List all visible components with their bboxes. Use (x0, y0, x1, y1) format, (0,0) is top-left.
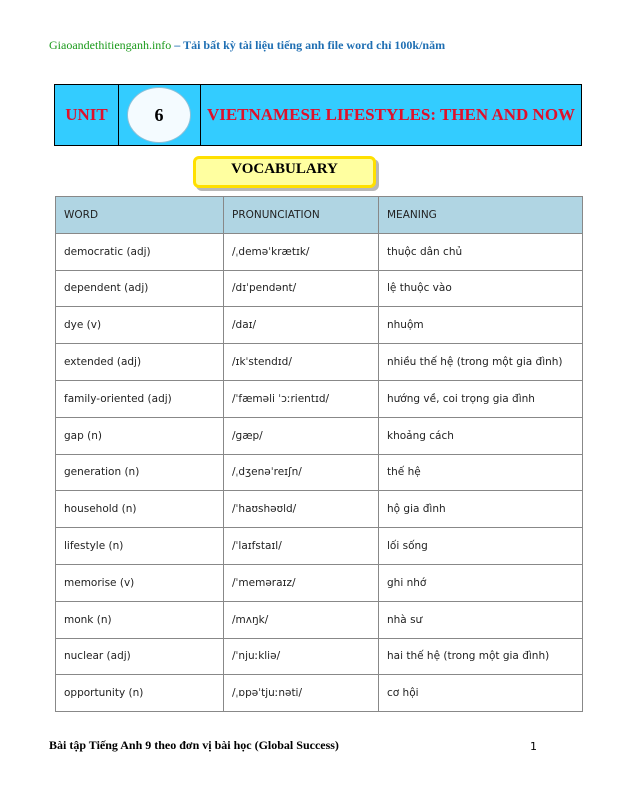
pronunciation-cell: /ˈfæməli ˈɔːrientɪd/ (224, 380, 379, 417)
site-header (49, 38, 445, 53)
pronunciation-cell: /ˈnjuːkliə/ (224, 638, 379, 675)
footer-text: Bài tập Tiếng Anh 9 theo đơn vị bài học (Global Success) (49, 738, 339, 752)
meaning-cell: cơ hội (379, 675, 583, 712)
pronunciation-cell: /dɪˈpendənt/ (224, 270, 379, 307)
table-row (56, 417, 583, 454)
meaning-cell: lệ thuộc vào (379, 270, 583, 307)
column-header-pronunciation: PRONUNCIATION (224, 197, 379, 234)
column-header-word: WORD (56, 197, 224, 234)
table-header-row (56, 197, 583, 234)
page-number: 1 (530, 740, 537, 753)
word-cell: gap (n) (56, 417, 224, 454)
word-cell: dependent (adj) (56, 270, 224, 307)
word-cell: generation (n) (56, 454, 224, 491)
table-row (56, 270, 583, 307)
meaning-cell: hộ gia đình (379, 491, 583, 528)
table-row (56, 380, 583, 417)
word-cell: opportunity (n) (56, 675, 224, 712)
pronunciation-cell: /daɪ/ (224, 307, 379, 344)
word-cell: nuclear (adj) (56, 638, 224, 675)
pronunciation-cell: /ɪkˈstendɪd/ (224, 344, 379, 381)
meaning-cell: nhiều thế hệ (trong một gia đình) (379, 344, 583, 381)
meaning-cell: lối sống (379, 528, 583, 565)
pronunciation-cell: /ˌɒpəˈtjuːnəti/ (224, 675, 379, 712)
pronunciation-cell: /ɡæp/ (224, 417, 379, 454)
meaning-cell: thế hệ (379, 454, 583, 491)
pronunciation-cell: /ˌdʒenəˈreɪʃn/ (224, 454, 379, 491)
header-tagline: – Tải bất kỳ tài liệu tiếng anh file word chỉ 100k/năm (171, 38, 446, 52)
pronunciation-cell: /ˈhaʊshəʊld/ (224, 491, 379, 528)
unit-number: 6 (127, 87, 191, 143)
meaning-cell: ghi nhớ (379, 564, 583, 601)
meaning-cell: hướng về, coi trọng gia đình (379, 380, 583, 417)
table-row (56, 638, 583, 675)
meaning-cell: nhuộm (379, 307, 583, 344)
pronunciation-cell: /ˈmeməraɪz/ (224, 564, 379, 601)
word-cell: household (n) (56, 491, 224, 528)
table-row (56, 491, 583, 528)
unit-title: VIETNAMESE LIFESTYLES: THEN AND NOW (206, 105, 576, 124)
word-cell: family-oriented (adj) (56, 380, 224, 417)
table-row (56, 233, 583, 270)
table-row (56, 601, 583, 638)
table-row (56, 307, 583, 344)
pronunciation-cell: /ˈlaɪfstaɪl/ (224, 528, 379, 565)
word-cell: monk (n) (56, 601, 224, 638)
table-row (56, 564, 583, 601)
word-cell: extended (adj) (56, 344, 224, 381)
table-row (56, 528, 583, 565)
meaning-cell: thuộc dân chủ (379, 233, 583, 270)
unit-label: UNIT (55, 85, 119, 145)
section-title: VOCABULARY (193, 156, 376, 188)
meaning-cell: khoảng cách (379, 417, 583, 454)
word-cell: democratic (adj) (56, 233, 224, 270)
table-row (56, 344, 583, 381)
meaning-cell: nhà sư (379, 601, 583, 638)
vocabulary-table (55, 196, 583, 712)
word-cell: lifestyle (n) (56, 528, 224, 565)
pronunciation-cell: /mʌŋk/ (224, 601, 379, 638)
unit-banner (54, 84, 582, 146)
site-link[interactable]: Giaoandethitienganh.info (49, 38, 172, 52)
table-row (56, 454, 583, 491)
pronunciation-cell: /ˌdeməˈkrætɪk/ (224, 233, 379, 270)
column-header-meaning: MEANING (379, 197, 583, 234)
unit-number-cell (119, 85, 201, 145)
table-row (56, 675, 583, 712)
word-cell: dye (v) (56, 307, 224, 344)
meaning-cell: hai thế hệ (trong một gia đình) (379, 638, 583, 675)
word-cell: memorise (v) (56, 564, 224, 601)
